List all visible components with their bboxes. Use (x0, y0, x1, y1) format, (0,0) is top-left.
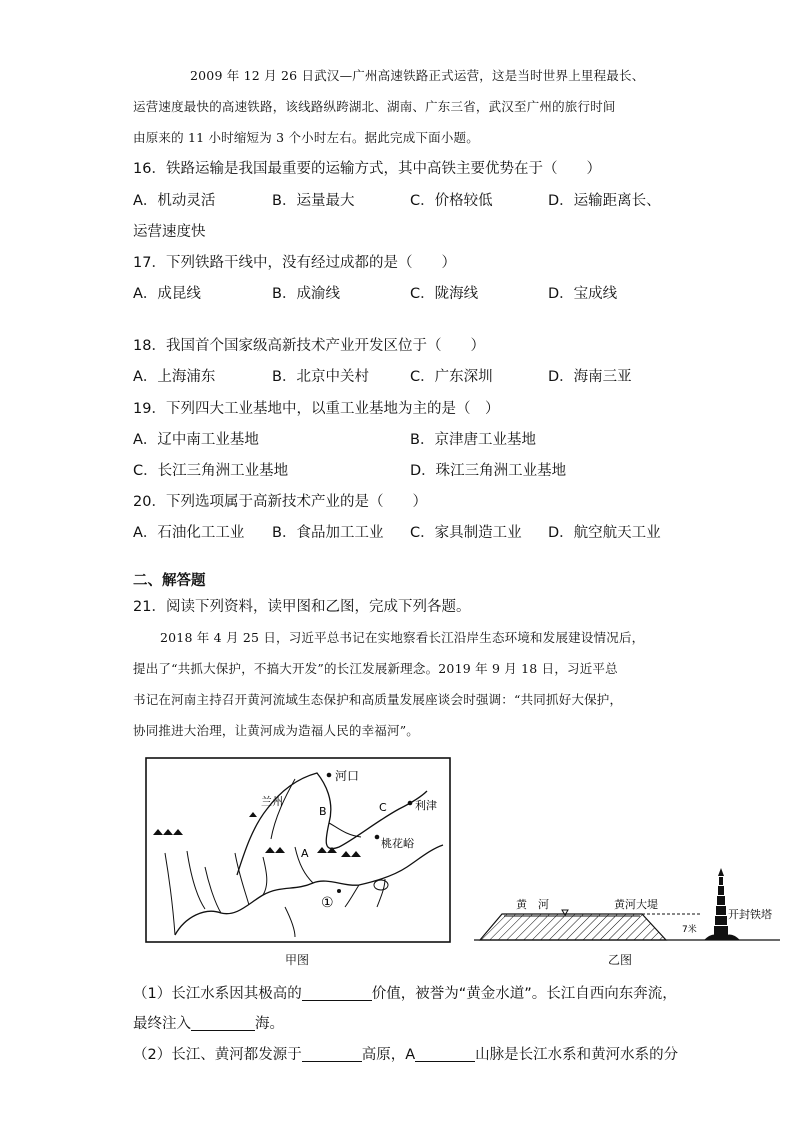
material-line1: 2018 年 4 月 25 日，习近平总书记在实地察看长江沿岸生态环境和发展建设情况后， (160, 630, 645, 645)
question-21-stem: 21．阅读下列资料，读甲图和乙图，完成下列各题。 (133, 599, 471, 615)
question-18-stem: 18．我国首个国家级高新技术产业开发区位于（ ） (133, 338, 485, 354)
question-18-option-a[interactable]: A．上海浦东 (133, 369, 216, 385)
blank-4[interactable] (415, 1045, 475, 1062)
blank-3[interactable] (302, 1045, 362, 1062)
yangtze-river-line (175, 845, 443, 935)
dike-body (480, 914, 666, 940)
question-18-option-c[interactable]: C．广东深圳 (410, 369, 493, 385)
question-16-option-a[interactable]: A．机动灵活 (133, 193, 216, 209)
subq-1-text-b: 价值，被誉为“黄金水道”。长江自西向东奔流， (371, 986, 677, 1002)
question-16-option-d[interactable]: D．运输距离长、 (548, 193, 661, 209)
section-heading: 二、解答题 (133, 573, 206, 589)
map-jia-frame (146, 758, 450, 942)
subq-2-line1 (133, 1045, 678, 1065)
question-17-option-c[interactable]: C．陇海线 (410, 286, 479, 302)
material-line2: 提出了“共抓大保护，不搞大开发”的长江发展新理念。2019 年 9 月 18 日，习近平总 (133, 661, 618, 676)
label-dike: 黄河大堤 (614, 898, 658, 911)
lijin-dot (408, 801, 413, 806)
label-lijin: 利津 (415, 799, 437, 812)
subq-2-text-c: 山脉是长江水系和黄河水系的分 (475, 1047, 679, 1063)
map-jia (145, 757, 451, 943)
lake (374, 880, 388, 890)
city-dot (337, 889, 341, 893)
question-19-option-a[interactable]: A．辽中南工业基地 (133, 432, 259, 448)
diagram-yi (470, 866, 790, 948)
caption-yi: 乙图 (608, 953, 633, 967)
label-circle1: ① (321, 895, 334, 911)
question-16-option-c[interactable]: C．价格较低 (410, 193, 493, 209)
label-a: A (301, 847, 309, 860)
yangtze-source (165, 853, 175, 935)
label-c: C (379, 801, 387, 814)
yangtze-trib-6 (345, 885, 359, 907)
label-hekou: 河口 (335, 769, 360, 783)
subq-1-text-a: （1）长江水系因其极高的 (133, 986, 302, 1002)
blank-2[interactable] (191, 1014, 255, 1031)
yangtze-trib-1 (205, 867, 221, 913)
subq-1-text-c: 最终注入 (133, 1016, 191, 1032)
hekou-dot (327, 773, 332, 778)
question-20-option-b[interactable]: B．食品加工工业 (272, 525, 384, 541)
passage1-line1: 2009 年 12 月 26 日武汉—广州高速铁路正式运营，这是当时世界上里程最长、 (190, 68, 645, 83)
material-line4: 协同推进大治理，让黄河成为造福人民的幸福河”。 (133, 723, 419, 738)
label-taohuayu: 桃花峪 (381, 837, 414, 850)
yangtze-trib-3 (263, 857, 267, 895)
question-17-option-a[interactable]: A．成昆线 (133, 286, 201, 302)
subq-1-line2 (133, 1014, 284, 1034)
question-19-option-d[interactable]: D．珠江三角洲工业基地 (410, 463, 567, 479)
yangtze-trib-5 (285, 907, 295, 937)
yangtze-trib-7 (377, 879, 385, 907)
question-20-stem: 20．下列选项属于高新技术产业的是（ ） (133, 494, 427, 510)
subq-1-text-d: 海。 (255, 1016, 284, 1032)
question-20-option-d[interactable]: D．航空航天工业 (548, 525, 661, 541)
label-tower: 开封铁塔 (728, 908, 772, 921)
subq-2-text-b: 高原，A (361, 1047, 416, 1063)
label-b: B (319, 805, 327, 818)
blank-1[interactable] (302, 984, 372, 1001)
material-line3: 书记在河南主持召开黄河流域生态保护和高质量发展座谈会时强调：“共同抓好大保护， (133, 692, 623, 707)
question-20-option-c[interactable]: C．家具制造工业 (410, 525, 522, 541)
question-16-option-b[interactable]: B．运量最大 (272, 193, 355, 209)
question-20-option-a[interactable]: A．石油化工工业 (133, 525, 245, 541)
question-18-option-b[interactable]: B．北京中关村 (272, 369, 369, 385)
label-7m: 7米 (682, 925, 697, 935)
caption-jia: 甲图 (285, 953, 310, 967)
label-yellow-river: 黄 河 (516, 898, 549, 911)
yellow-tributary (329, 823, 361, 837)
yellow-tributary-2 (271, 779, 295, 839)
passage1-line2: 运营速度最快的高速铁路，该线路纵跨湖北、湖南、广东三省，武汉至广州的旅行时间 (133, 99, 616, 114)
taohuayu-dot (375, 835, 380, 840)
question-19-stem: 19．下列四大工业基地中，以重工业基地为主的是（ ） (133, 401, 500, 417)
question-19-option-c[interactable]: C．长江三角洲工业基地 (133, 463, 289, 479)
kaifeng-tower (704, 868, 740, 940)
yellow-river-line (237, 773, 427, 875)
subq-2-text-a: （2）长江、黄河都发源于 (133, 1047, 302, 1063)
yangtze-trib-8 (187, 851, 205, 909)
question-19-option-b[interactable]: B．京津唐工业基地 (410, 432, 536, 448)
question-18-option-d[interactable]: D．海南三亚 (548, 369, 632, 385)
subq-1-line1 (133, 984, 677, 1004)
question-16-option-d-wrap: 运营速度快 (133, 224, 206, 240)
label-lanzhou: 兰州 (261, 795, 283, 808)
passage1-line3: 由原来的 11 小时缩短为 3 个小时左右。据此完成下面小题。 (133, 130, 479, 145)
question-17-stem: 17．下列铁路干线中，没有经过成都的是（ ） (133, 255, 456, 271)
question-17-option-b[interactable]: B．成渝线 (272, 286, 340, 302)
question-17-option-d[interactable]: D．宝成线 (548, 286, 618, 302)
question-16-stem: 16．铁路运输是我国最重要的运输方式，其中高铁主要优势在于（ ） (133, 161, 601, 177)
